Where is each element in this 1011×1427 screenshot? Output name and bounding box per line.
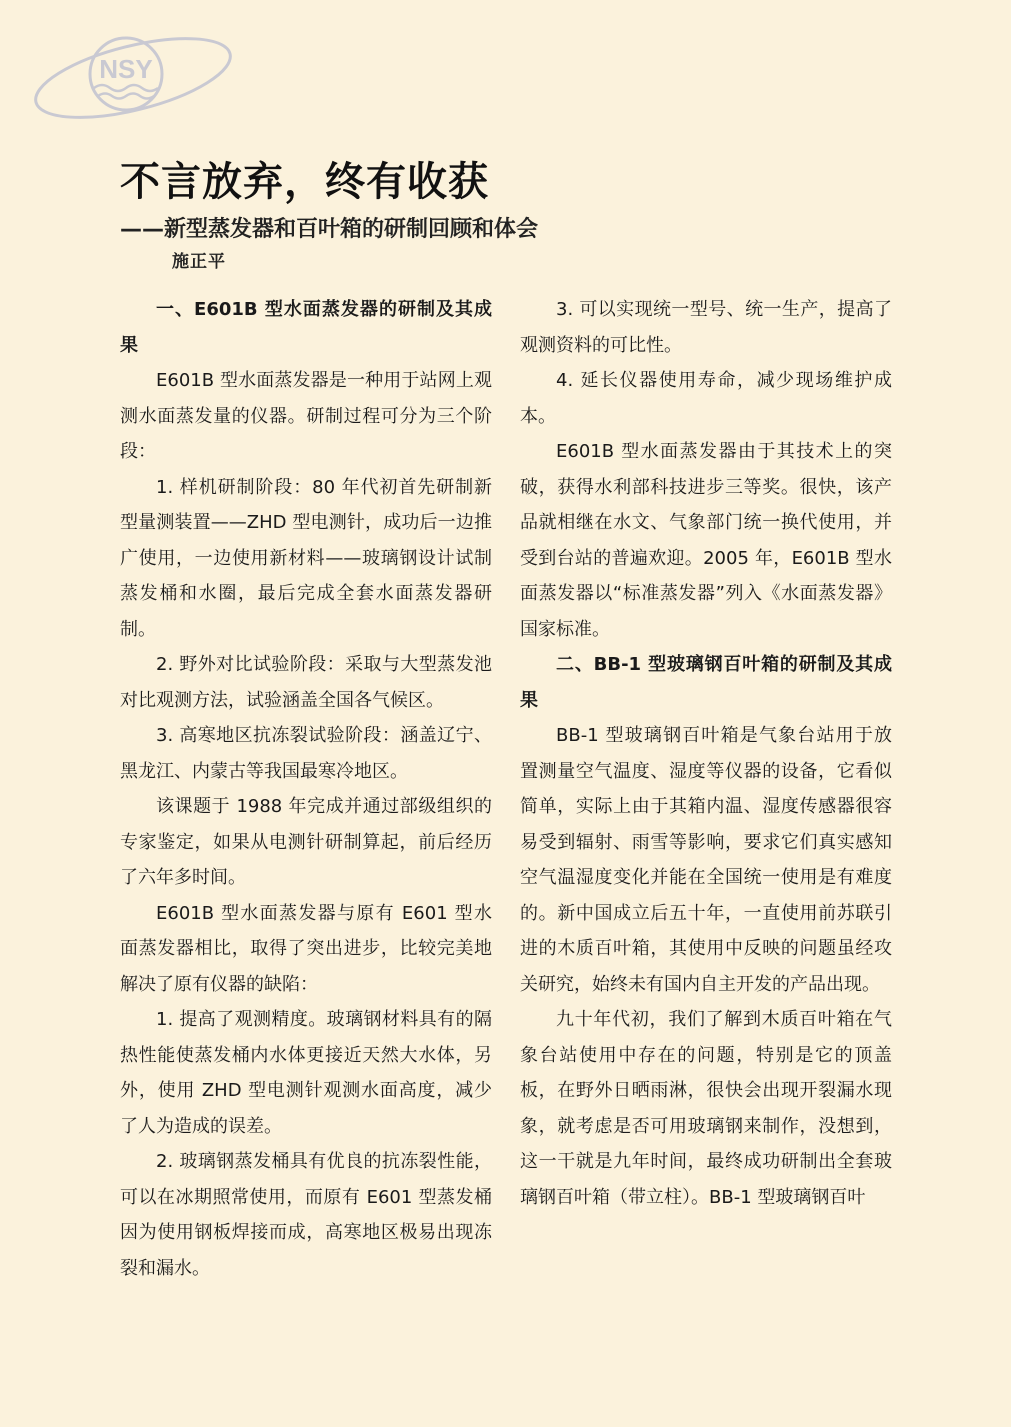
paragraph: 1. 样机研制阶段：80 年代初首先研制新型量测装置——ZHD 型电测针，成功后一边推广使用，一边使用新材料——玻璃钢设计试制蒸发桶和水圈，最后完成全套水面蒸发器研制。 — [120, 476, 492, 640]
right-column — [520, 292, 892, 1215]
paragraph: E601B 型水面蒸发器是一种用于站网上观测水面蒸发量的仪器。研制过程可分为三个阶段： — [120, 370, 492, 462]
paragraph: 该课题于 1988 年完成并通过部级组织的专家鉴定，如果从电测针研制算起，前后经历了六年多时间。 — [120, 796, 492, 888]
paragraph: 4. 延长仪器使用寿命，减少现场维护成本。 — [520, 370, 892, 427]
paragraph: BB-1 型玻璃钢百叶箱是气象台站用于放置测量空气温度、湿度等仪器的设备，它看似简单，实际上由于其箱内温、湿度传感器很容易受到辐射、雨雪等影响，要求它们真实感知空气温湿度变化并能在全国统一使用是有难度的。新中国成立后五十年，一直使用前苏联引进的木质百叶箱，其使用中反映的问题虽经攻关研究，始终未有国内自主开发的产品出现。 — [520, 725, 892, 995]
paragraph: E601B 型水面蒸发器与原有 E601 型水面蒸发器相比，取得了突出进步，比较完美地解决了原有仪器的缺陷： — [120, 902, 492, 995]
article-subtitle: ——新型蒸发器和百叶箱的研制回顾和体会 — [120, 217, 539, 242]
nsy-logo — [28, 28, 238, 128]
paragraph: 2. 野外对比试验阶段：采取与大型蒸发池对比观测方法，试验涵盖全国各气候区。 — [120, 654, 492, 711]
section-heading-1: 一、E601B 型水面蒸发器的研制及其成果 — [120, 299, 492, 356]
article-title: 不言放弃，终有收获 — [120, 158, 489, 205]
nsy-logo-graphic — [28, 28, 238, 128]
article-author: 施正平 — [172, 252, 226, 272]
section-heading-2: 二、BB-1 型玻璃钢百叶箱的研制及其成果 — [520, 654, 892, 711]
paragraph: 3. 高寒地区抗冻裂试验阶段：涵盖辽宁、黑龙江、内蒙古等我国最寒冷地区。 — [120, 725, 492, 782]
left-column — [120, 292, 492, 1286]
logo-text: NSY — [99, 54, 153, 84]
paragraph: 1. 提高了观测精度。玻璃钢材料具有的隔热性能使蒸发桶内水体更接近天然大水体，另外，使用 ZHD 型电测针观测水面高度，减少了人为造成的误差。 — [120, 1009, 492, 1137]
paragraph: 3. 可以实现统一型号、统一生产，提高了观测资料的可比性。 — [520, 299, 892, 356]
paragraph: E601B 型水面蒸发器由于其技术上的突破，获得水利部科技进步三等奖。很快，该产品就相继在水文、气象部门统一换代使用，并受到台站的普遍欢迎。2005 年，E601B 型水面蒸发器以“标准蒸发器”列入《水面蒸发器》国家标准。 — [520, 441, 892, 640]
paragraph: 2. 玻璃钢蒸发桶具有优良的抗冻裂性能，可以在冰期照常使用，而原有 E601 型蒸发桶因为使用钢板焊接而成，高寒地区极易出现冻裂和漏水。 — [120, 1151, 492, 1279]
paragraph: 九十年代初，我们了解到木质百叶箱在气象台站使用中存在的问题，特别是它的顶盖板，在野外日晒雨淋，很快会出现开裂漏水现象，就考虑是否可用玻璃钢来制作，没想到，这一干就是九年时间，最终成功研制出全套玻璃钢百叶箱（带立柱）。BB-1 型玻璃钢百叶 — [520, 1009, 892, 1208]
